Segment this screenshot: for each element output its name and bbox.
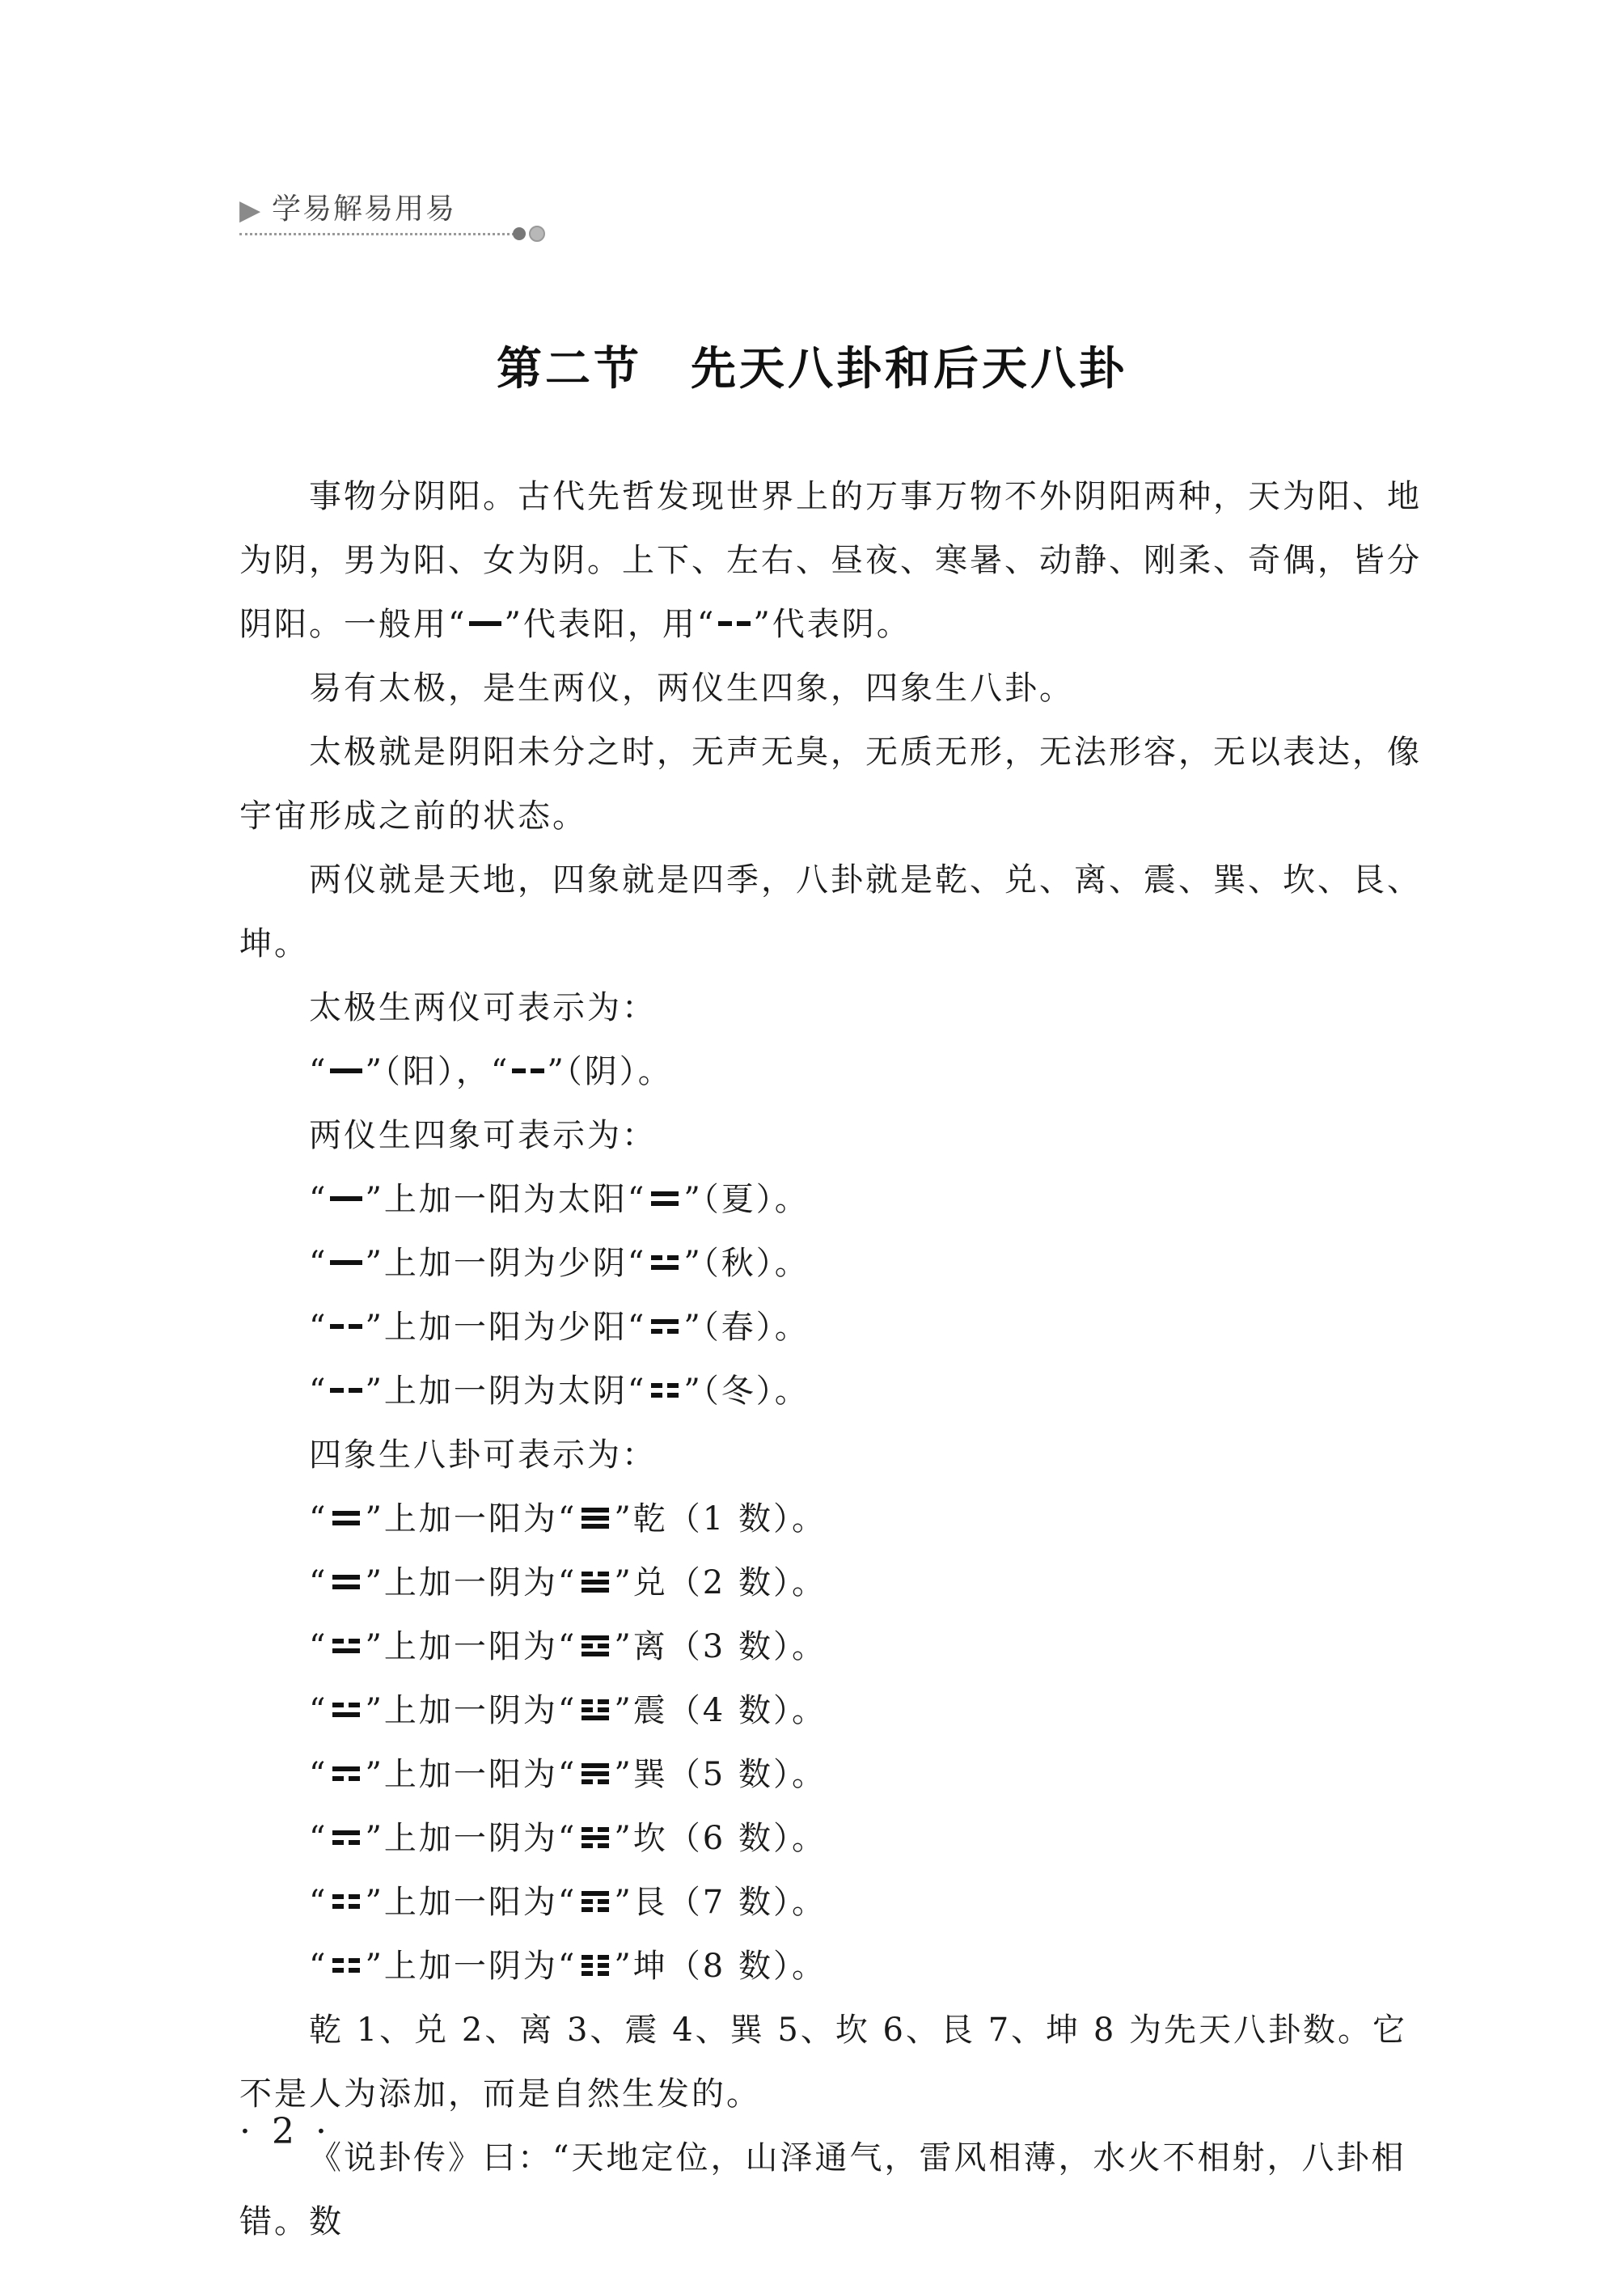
header-dot-icon: [513, 227, 526, 240]
yang-symbol-icon: [328, 1063, 365, 1079]
paragraph-text: ”上加一阴为“: [365, 1564, 577, 1601]
paragraph-text: “: [309, 1820, 328, 1857]
shaoyang-symbol-icon: [331, 1824, 362, 1851]
paragraph: [239, 1871, 1435, 1935]
shaoyin-symbol-icon: [331, 1696, 362, 1724]
paragraph-text: ”上加一阳为太阳“: [365, 1181, 647, 1218]
section-heading: 先天八卦和后天八卦: [691, 343, 1127, 396]
paragraph-text: ”兑（2 数）。: [614, 1564, 827, 1601]
paragraph: [239, 1296, 1435, 1360]
paragraph-text: ”（春）。: [683, 1309, 810, 1346]
shaoyang-symbol-icon: [649, 1313, 680, 1340]
paragraph: [239, 1360, 1435, 1424]
paragraph-text: ”上加一阴为“: [365, 1692, 577, 1729]
paragraph: [239, 721, 1435, 848]
paragraph-text: ”（阴）。: [547, 1053, 673, 1090]
taiyang-symbol-icon: [649, 1185, 680, 1212]
paragraph-text: ”坎（6 数）。: [614, 1820, 827, 1857]
paragraph-text: ”上加一阴为“: [365, 1948, 577, 1985]
paragraph-text: “: [309, 1500, 328, 1538]
paragraph-text: 四象生八卦可表示为：: [309, 1436, 657, 1474]
paragraph: [239, 1424, 1435, 1487]
taiyin-symbol-icon: [331, 1952, 362, 1979]
dui-symbol-icon: [580, 1568, 611, 1596]
paragraph-text: ”（阳），“: [365, 1053, 510, 1090]
paragraph-text: “: [309, 1692, 328, 1729]
paragraph-text: ”艮（7 数）。: [614, 1884, 827, 1921]
paragraph-text: 事物分阴阳。古代先哲发现世界上的万事万物不外阴阳两种，天为阳、地为阴，男为阳、女为阴。上下、左右、昼夜、寒暑、动静、刚柔、奇偶，皆分阴阳。一般用“: [239, 478, 1422, 643]
paragraph: [239, 1232, 1435, 1296]
paragraph-text: “: [309, 1756, 328, 1793]
paragraph-text: ”代表阴。: [753, 606, 911, 643]
taiyang-symbol-icon: [331, 1568, 362, 1596]
paragraph: [239, 1040, 1435, 1104]
paragraph-text: 两仪生四象可表示为：: [309, 1117, 657, 1154]
yin-symbol-icon: [328, 1318, 365, 1335]
xun-symbol-icon: [580, 1760, 611, 1787]
li-symbol-icon: [580, 1632, 611, 1660]
paragraph: [239, 976, 1435, 1040]
paragraph-text: ”上加一阳为“: [365, 1628, 577, 1665]
paragraph-text: ”上加一阳为“: [365, 1756, 577, 1793]
paragraph-text: ”乾（1 数）。: [614, 1500, 827, 1538]
header-dotted-rule: [239, 233, 514, 235]
paragraph-text: “: [309, 1628, 328, 1665]
paragraph: [239, 1679, 1435, 1743]
kun-symbol-icon: [580, 1952, 611, 1979]
header-title: 学易解易用易: [272, 192, 457, 226]
gen-symbol-icon: [580, 1888, 611, 1915]
zhen-symbol-icon: [580, 1696, 611, 1724]
paragraph-text: “: [309, 1564, 328, 1601]
yin-symbol-icon: [510, 1063, 547, 1079]
paragraph-text: 乾 1、兑 2、离 3、震 4、巽 5、坎 6、艮 7、坤 8 为先天八卦数。它不是人为添加，而是自然生发的。: [239, 2012, 1408, 2113]
paragraph: [239, 1999, 1435, 2126]
paragraph-text: ”坤（8 数）。: [614, 1948, 827, 1985]
shaoyin-symbol-icon: [649, 1249, 680, 1276]
body-text: [239, 465, 1435, 2254]
yin-symbol-icon: [716, 616, 753, 632]
paragraph-text: ”（夏）。: [683, 1181, 810, 1218]
paragraph: [239, 465, 1435, 657]
paragraph-text: ”巽（5 数）。: [614, 1756, 827, 1793]
paragraph-text: “: [309, 1181, 328, 1218]
paragraph-text: 太极生两仪可表示为：: [309, 989, 657, 1026]
shaoyin-symbol-icon: [331, 1632, 362, 1660]
paragraph-text: “: [309, 1948, 328, 1985]
yang-symbol-icon: [328, 1191, 365, 1207]
section-title: [0, 333, 1624, 398]
paragraph-text: ”（冬）。: [683, 1373, 810, 1410]
taiyang-symbol-icon: [331, 1504, 362, 1532]
yang-symbol-icon: [328, 1254, 365, 1271]
paragraph-text: 易有太极，是生两仪，两仪生四象，四象生八卦。: [309, 670, 1074, 707]
paragraph: [239, 1551, 1435, 1615]
kan-symbol-icon: [580, 1824, 611, 1851]
paragraph-text: ”上加一阴为少阴“: [365, 1245, 647, 1282]
paragraph-text: “: [309, 1373, 328, 1410]
paragraph-text: ”（秋）。: [683, 1245, 810, 1282]
taiyin-symbol-icon: [331, 1888, 362, 1915]
paragraph: [239, 1104, 1435, 1168]
paragraph-text: ”离（3 数）。: [614, 1628, 827, 1665]
section-number: 第二节: [497, 343, 642, 396]
paragraph-text: ”上加一阳为“: [365, 1500, 577, 1538]
paragraph: [239, 1487, 1435, 1551]
paragraph-text: “: [309, 1884, 328, 1921]
paragraph: [239, 2126, 1435, 2254]
header-ring-icon: [529, 226, 545, 242]
paragraph-text: “: [309, 1245, 328, 1282]
yin-symbol-icon: [328, 1382, 365, 1398]
paragraph-text: ”上加一阴为太阴“: [365, 1373, 647, 1410]
paragraph-text: ”代表阳，用“: [504, 606, 717, 643]
paragraph-text: ”上加一阴为“: [365, 1820, 577, 1857]
paragraph: [239, 1807, 1435, 1871]
paragraph-text: 太极就是阴阳未分之时，无声无臭，无质无形，无法形容，无以表达，像宇宙形成之前的状态。: [239, 734, 1422, 835]
paragraph: [239, 848, 1435, 976]
paragraph-text: ”上加一阳为“: [365, 1884, 577, 1921]
shaoyang-symbol-icon: [331, 1760, 362, 1787]
paragraph: [239, 1935, 1435, 1999]
paragraph: [239, 1168, 1435, 1232]
paragraph: [239, 1615, 1435, 1679]
paragraph-text: ”震（4 数）。: [614, 1692, 827, 1729]
header-triangle-icon: ▶: [239, 194, 261, 226]
page-number: · 2 ·: [239, 2111, 332, 2152]
paragraph-text: ”上加一阳为少阳“: [365, 1309, 647, 1346]
yang-symbol-icon: [467, 616, 504, 632]
paragraph-text: “: [309, 1053, 328, 1090]
paragraph-text: 《说卦传》曰：“天地定位，山泽通气，雷风相薄，水火不相射，八卦相错。数: [239, 2139, 1406, 2240]
running-header: [239, 191, 563, 239]
taiyin-symbol-icon: [649, 1377, 680, 1404]
paragraph-text: “: [309, 1309, 328, 1346]
paragraph: [239, 1743, 1435, 1807]
paragraph-text: 两仪就是天地，四象就是四季，八卦就是乾、兑、离、震、巽、坎、艮、坤。: [239, 861, 1422, 962]
paragraph: [239, 657, 1435, 721]
qian-symbol-icon: [580, 1504, 611, 1532]
